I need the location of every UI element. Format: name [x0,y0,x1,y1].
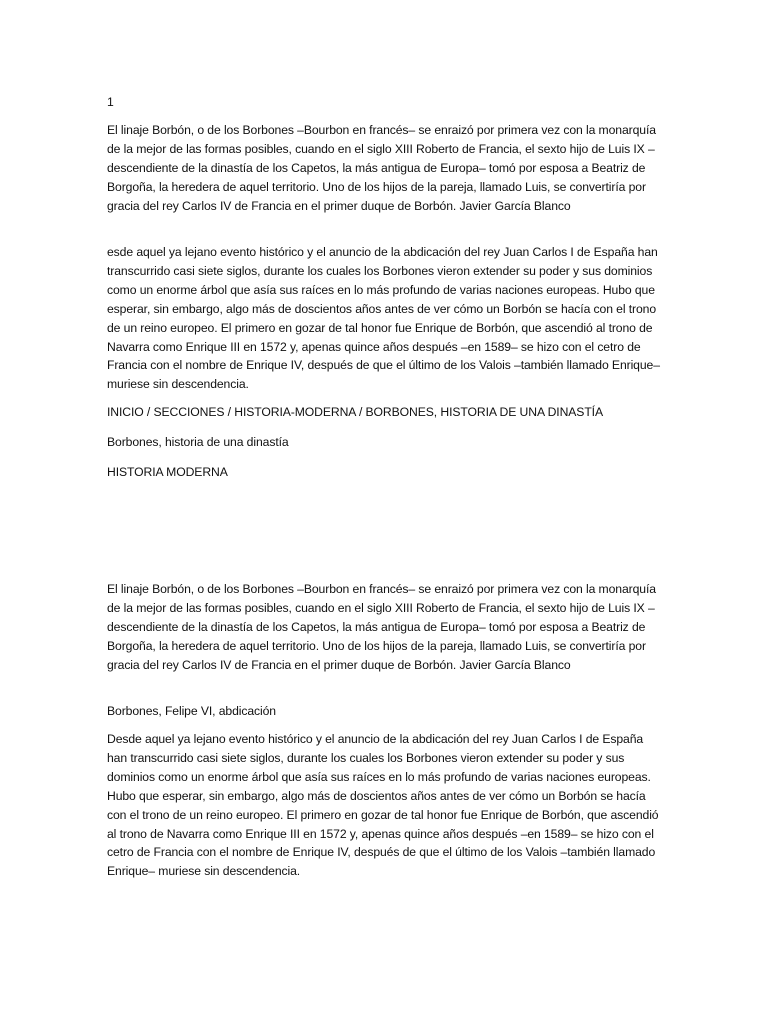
section-label: HISTORIA MODERNA [107,465,228,479]
breadcrumb: INICIO / SECCIONES / HISTORIA-MODERNA / BORBONES, HISTORIA DE UNA DINASTÍA [107,405,603,419]
intro-paragraph: El linaje Borbón, o de los Borbones –Bourbon en francés– se enraizó por primera vez con la monarquía de la mejor de las formas posibles, cuando en el siglo XIII Roberto de Francia, el sexto hijo de Luis IX –descendiente de la dinastía de los Capetos, la más antigua de Europa– tomó por esposa a Beatriz de Borgoña, la heredera de aquel territorio. Uno de los hijos de la pareja, llamado Luis, se convertiría por gracia del rey Carlos IV de Francia en el primer duque de Borbón. Javier García Blanco [107,123,656,213]
page-number: 1 [107,95,114,109]
image-caption: Borbones, Felipe VI, abdicación [107,704,276,718]
history-paragraph: esde aquel ya lejano evento histórico y el anuncio de la abdicación del rey Juan Carlos I de España han transcurrido casi siete siglos, durante los cuales los Borbones vieron extender su poder y sus dominios como un enorme árbol que asía sus raíces en lo más profundo de varias naciones europeas. Hubo que esperar, sin embargo, algo más de doscientos años antes de ver cómo un Borbón se hacía con el trono de un reino europeo. El primero en gozar de tal honor fue Enrique de Borbón, que ascendió al trono de Navarra como Enrique III en 1572 y, apenas quince años después –en 1589– se hizo con el cetro de Francia con el nombre de Enrique IV, después de que el último de los Valois –también llamado Enrique– muriese sin descendencia. [107,245,660,392]
history-paragraph-repeat: Desde aquel ya lejano evento histórico y el anuncio de la abdicación del rey Juan Carlos I de España han transcurrido casi siete siglos, durante los cuales los Borbones vieron extender su poder y sus dominios como un enorme árbol que asía sus raíces en lo más profundo de varias naciones europeas. Hubo que esperar, sin embargo, algo más de doscientos años antes de ver cómo un Borbón se hacía con el trono de un reino europeo. El primero en gozar de tal honor fue Enrique de Borbón, que ascendió al trono de Navarra como Enrique III en 1572 y, apenas quince años después –en 1589– se hizo con el cetro de Francia con el nombre de Enrique IV, después de que el último de los Valois –también llamado Enrique– muriese sin descendencia. [107,732,659,879]
intro-paragraph-repeat: El linaje Borbón, o de los Borbones –Bourbon en francés– se enraizó por primera vez con la monarquía de la mejor de las formas posibles, cuando en el siglo XIII Roberto de Francia, el sexto hijo de Luis IX –descendiente de la dinastía de los Capetos, la más antigua de Europa– tomó por esposa a Beatriz de Borgoña, la heredera de aquel territorio. Uno de los hijos de la pareja, llamado Luis, se convertiría por gracia del rey Carlos IV de Francia en el primer duque de Borbón. Javier García Blanco [107,582,656,672]
article-title: Borbones, historia de una dinastía [107,435,289,449]
